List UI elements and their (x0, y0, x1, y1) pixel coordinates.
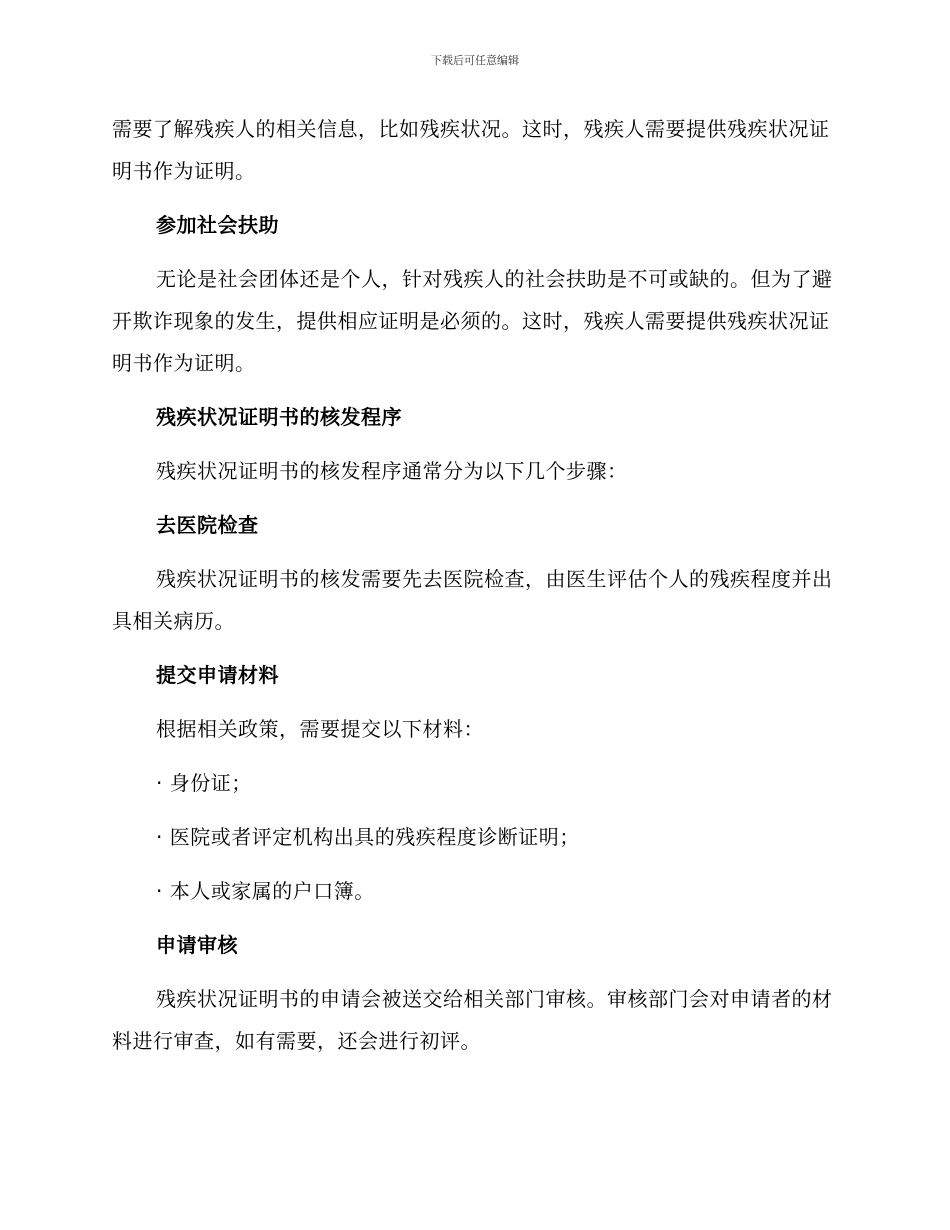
list-item: · 医院或者评定机构出具的残疾程度诊断证明； (156, 825, 580, 849)
paragraph: 无论是社会团体还是个人，针对残疾人的社会扶助是不可或缺的。但为了避开欺诈现象的发生，提供相应证明是必须的。这时，残疾人需要提供残疾状况证明书作为证明。 (112, 267, 833, 375)
paragraph: 根据相关政策，需要提交以下材料： (156, 717, 484, 741)
section-heading: 申请审核 (156, 933, 238, 957)
list-item: · 本人或家属的户口簿。 (156, 879, 375, 903)
section-heading: 去医院检查 (156, 513, 259, 537)
list-item: · 身份证； (156, 771, 252, 795)
section-heading: 提交申请材料 (156, 663, 279, 687)
paragraph: 需要了解残疾人的相关信息，比如残疾状况。这时，残疾人需要提供残疾状况证明书作为证明。 (112, 117, 830, 183)
paragraph: 残疾状况证明书的核发程序通常分为以下几个步骤： (156, 459, 628, 483)
document-body (112, 108, 834, 1074)
section-heading: 残疾状况证明书的核发程序 (156, 405, 402, 429)
section-heading: 参加社会扶助 (156, 213, 279, 237)
page-header: 下载后可任意编辑 (431, 54, 519, 67)
paragraph: 残疾状况证明书的核发需要先去医院检查，由医生评估个人的残疾程度并出具相关病历。 (112, 567, 833, 633)
paragraph: 残疾状况证明书的申请会被送交给相关部门审核。审核部门会对申请者的材料进行审查，如有需要，还会进行初评。 (112, 987, 833, 1053)
